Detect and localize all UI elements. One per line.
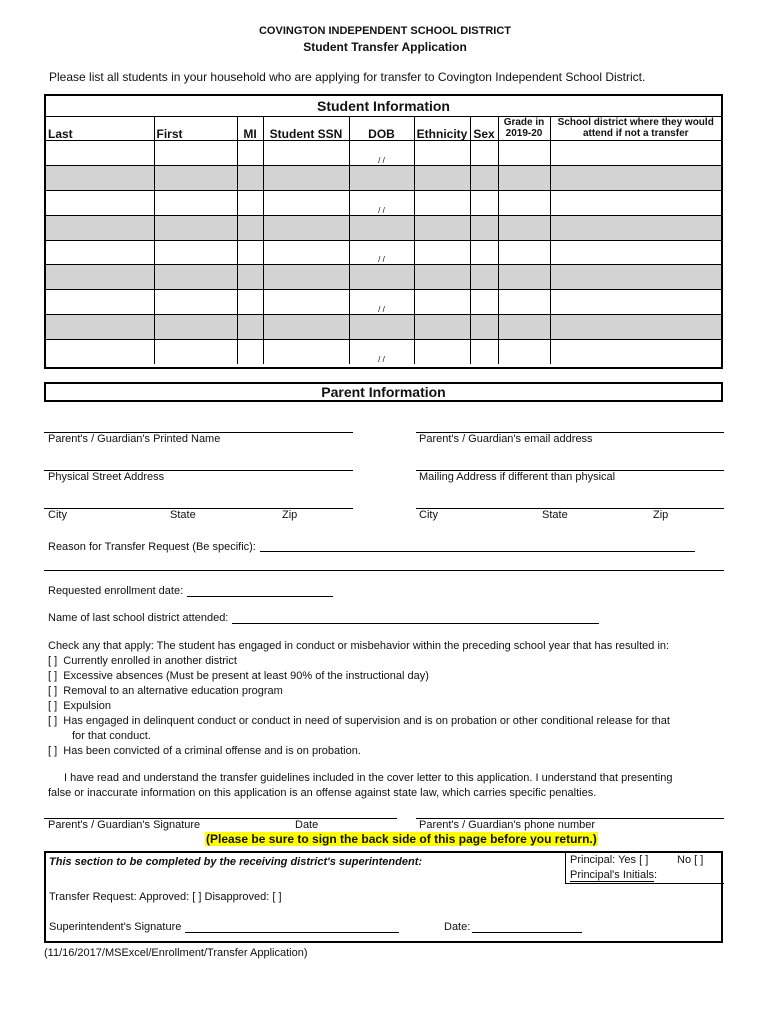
student-cell[interactable] bbox=[414, 165, 470, 190]
student-row bbox=[46, 141, 721, 166]
col-ssn: Student SSN bbox=[263, 116, 349, 141]
superintendent-date-label: Date: bbox=[444, 921, 471, 933]
student-cell[interactable] bbox=[263, 165, 349, 190]
student-cell[interactable] bbox=[237, 165, 263, 190]
student-information-section bbox=[44, 94, 723, 369]
student-cell[interactable] bbox=[470, 315, 498, 340]
student-cell[interactable] bbox=[237, 315, 263, 340]
student-cell[interactable] bbox=[470, 265, 498, 290]
col-dob: DOB bbox=[349, 116, 414, 141]
last-district-label: Name of last school district attended: bbox=[48, 612, 229, 624]
col-first: First bbox=[154, 116, 237, 141]
transfer-request-line[interactable]: Transfer Request: Approved: [ ] Disapproved: [ ] bbox=[49, 891, 282, 903]
check-item-expulsion[interactable]: [ ] Expulsion bbox=[48, 700, 111, 712]
student-cell[interactable] bbox=[470, 141, 498, 166]
city-label: City bbox=[48, 509, 67, 521]
student-cell[interactable] bbox=[498, 215, 550, 240]
student-cell[interactable]: / / bbox=[349, 190, 414, 215]
student-cell[interactable]: / / bbox=[349, 141, 414, 166]
street-address-label: Physical Street Address bbox=[48, 471, 165, 483]
student-cell[interactable] bbox=[263, 190, 349, 215]
checkbox[interactable]: [ ] bbox=[48, 715, 58, 727]
student-cell[interactable] bbox=[498, 240, 550, 265]
student-cell[interactable] bbox=[263, 141, 349, 166]
student-cell[interactable] bbox=[470, 190, 498, 215]
check-item-enrolled[interactable]: [ ] Currently enrolled in another district bbox=[48, 655, 237, 667]
col-sex: Sex bbox=[470, 116, 498, 141]
reason-label: Reason for Transfer Request (Be specific): bbox=[48, 541, 256, 553]
student-cell[interactable] bbox=[237, 190, 263, 215]
student-cell[interactable] bbox=[237, 240, 263, 265]
checkbox[interactable]: [ ] bbox=[48, 745, 58, 757]
student-cell[interactable] bbox=[498, 315, 550, 340]
form-title: Student Transfer Application bbox=[303, 40, 467, 54]
student-cell[interactable]: / / bbox=[349, 240, 414, 265]
student-cell[interactable] bbox=[470, 215, 498, 240]
student-cell[interactable] bbox=[237, 141, 263, 166]
student-table-header bbox=[46, 116, 721, 141]
student-cell[interactable]: / / bbox=[349, 340, 414, 364]
checkbox[interactable]: [ ] bbox=[48, 700, 58, 712]
student-table bbox=[46, 116, 721, 364]
enrollment-date-line[interactable] bbox=[187, 596, 333, 597]
student-row bbox=[46, 265, 721, 290]
signature-label: Parent's / Guardian's Signature bbox=[48, 819, 201, 831]
student-cell[interactable] bbox=[154, 290, 237, 315]
sign-back-note: (Please be sure to sign the back side of this page before you return.) bbox=[206, 832, 597, 846]
col-ethnicity: Ethnicity bbox=[414, 116, 470, 141]
student-row bbox=[46, 215, 721, 240]
checkbox[interactable]: [ ] bbox=[48, 655, 58, 667]
student-cell[interactable] bbox=[550, 190, 721, 215]
student-cell[interactable] bbox=[263, 290, 349, 315]
student-cell[interactable] bbox=[263, 240, 349, 265]
statement-line-2: false or inaccurate information on this application is an offense against state law, which carries specific penalties. bbox=[48, 787, 597, 799]
last-district-line[interactable] bbox=[232, 623, 599, 624]
student-row bbox=[46, 315, 721, 340]
student-cell[interactable] bbox=[349, 215, 414, 240]
student-cell[interactable] bbox=[470, 290, 498, 315]
superintendent-date-line[interactable] bbox=[472, 932, 582, 933]
parent-information-heading: Parent Information bbox=[44, 382, 723, 402]
student-cell[interactable] bbox=[46, 165, 154, 190]
student-cell[interactable] bbox=[498, 340, 550, 364]
student-cell[interactable] bbox=[154, 165, 237, 190]
student-row bbox=[46, 240, 721, 265]
check-item-removal[interactable]: [ ] Removal to an alternative education program bbox=[48, 685, 283, 697]
guardian-email-label: Parent's / Guardian's email address bbox=[419, 433, 593, 445]
check-item-absences[interactable]: [ ] Excessive absences (Must be present at least 90% of the instructional day) bbox=[48, 670, 429, 682]
student-cell[interactable] bbox=[46, 141, 154, 166]
mailing-zip-label: Zip bbox=[653, 509, 669, 521]
statement-line-1: I have read and understand the transfer guidelines included in the cover letter to this application. I understand that presenting bbox=[64, 772, 673, 784]
student-cell[interactable] bbox=[470, 165, 498, 190]
student-cell[interactable] bbox=[349, 315, 414, 340]
student-cell[interactable] bbox=[414, 215, 470, 240]
guardian-name-label: Parent's / Guardian's Printed Name bbox=[48, 433, 221, 445]
zip-label: Zip bbox=[282, 509, 298, 521]
col-mi: MI bbox=[237, 116, 263, 141]
student-cell[interactable] bbox=[349, 165, 414, 190]
student-cell[interactable] bbox=[414, 265, 470, 290]
superintendent-signature-line[interactable] bbox=[185, 932, 399, 933]
student-row bbox=[46, 190, 721, 215]
student-cell[interactable] bbox=[237, 340, 263, 364]
student-cell[interactable] bbox=[414, 240, 470, 265]
student-cell[interactable] bbox=[237, 265, 263, 290]
student-cell[interactable] bbox=[550, 215, 721, 240]
mailing-city-label: City bbox=[419, 509, 438, 521]
student-cell[interactable] bbox=[550, 165, 721, 190]
checklist-intro: Check any that apply: The student has engaged in conduct or misbehavior within the preceding school year that has resulted in: bbox=[48, 640, 670, 652]
student-cell[interactable] bbox=[498, 141, 550, 166]
superintendent-title: This section to be completed by the receiving district's superintendent: bbox=[49, 856, 423, 868]
student-cell[interactable] bbox=[498, 165, 550, 190]
student-cell[interactable] bbox=[154, 240, 237, 265]
signature-date-label: Date bbox=[295, 819, 319, 831]
student-cell[interactable] bbox=[414, 290, 470, 315]
student-cell[interactable] bbox=[263, 340, 349, 364]
superintendent-signature-label: Superintendent's Signature bbox=[49, 921, 182, 933]
student-cell[interactable] bbox=[498, 190, 550, 215]
student-cell[interactable] bbox=[237, 215, 263, 240]
student-cell[interactable]: / / bbox=[349, 290, 414, 315]
col-grade: Grade in 2019-20 bbox=[498, 116, 550, 141]
student-row bbox=[46, 165, 721, 190]
student-cell[interactable] bbox=[46, 290, 154, 315]
student-row bbox=[46, 290, 721, 315]
student-cell[interactable] bbox=[263, 265, 349, 290]
student-cell[interactable] bbox=[46, 240, 154, 265]
student-information-heading: Student Information bbox=[46, 96, 721, 117]
student-cell[interactable] bbox=[550, 265, 721, 290]
student-cell[interactable] bbox=[550, 290, 721, 315]
student-cell[interactable] bbox=[550, 340, 721, 364]
student-cell[interactable] bbox=[263, 215, 349, 240]
student-cell[interactable] bbox=[498, 290, 550, 315]
student-cell[interactable] bbox=[414, 141, 470, 166]
student-cell[interactable] bbox=[550, 315, 721, 340]
student-cell[interactable] bbox=[550, 240, 721, 265]
student-cell[interactable] bbox=[46, 340, 154, 364]
student-cell[interactable] bbox=[46, 265, 154, 290]
student-cell[interactable] bbox=[46, 190, 154, 215]
reason-line[interactable] bbox=[260, 551, 695, 552]
city-state-zip-line[interactable] bbox=[44, 508, 353, 509]
mailing-state-label: State bbox=[542, 509, 568, 521]
student-cell[interactable] bbox=[414, 340, 470, 364]
check-item-convicted[interactable]: [ ] Has been convicted of a criminal offense and is on probation. bbox=[48, 745, 361, 757]
student-cell[interactable] bbox=[154, 340, 237, 364]
student-cell[interactable] bbox=[46, 215, 154, 240]
student-cell[interactable] bbox=[470, 340, 498, 364]
student-cell[interactable] bbox=[349, 265, 414, 290]
student-cell[interactable] bbox=[154, 190, 237, 215]
student-cell[interactable] bbox=[154, 141, 237, 166]
student-cell[interactable] bbox=[498, 265, 550, 290]
mailing-city-state-zip-line[interactable] bbox=[416, 508, 724, 509]
student-cell[interactable] bbox=[46, 315, 154, 340]
principal-initials-line[interactable] bbox=[570, 881, 654, 882]
student-cell[interactable] bbox=[154, 315, 237, 340]
principal-initials-label: Principal's Initials: bbox=[570, 869, 658, 881]
student-cell[interactable] bbox=[414, 190, 470, 215]
col-last: Last bbox=[46, 116, 154, 141]
superintendent-section bbox=[44, 851, 723, 943]
intro-text: Please list all students in your household who are applying for transfer to Covington Independent School District. bbox=[49, 70, 646, 84]
student-row bbox=[46, 340, 721, 364]
col-school-district: School district where they would attend if not a transfer bbox=[550, 116, 721, 141]
check-item-delinquent[interactable]: [ ] Has engaged in delinquent conduct or conduct in need of supervision and is on probation or other conditional release for that bbox=[48, 715, 670, 727]
form-code: (11/16/2017/MSExcel/Enrollment/Transfer Application) bbox=[44, 947, 308, 959]
phone-label: Parent's / Guardian's phone number bbox=[419, 819, 596, 831]
state-label: State bbox=[170, 509, 196, 521]
principal-yes[interactable]: Principal: Yes [ ] bbox=[570, 854, 649, 866]
principal-no[interactable]: No [ ] bbox=[677, 854, 704, 866]
check-item-delinquent-cont: for that conduct. bbox=[72, 730, 151, 742]
checkbox[interactable]: [ ] bbox=[48, 670, 58, 682]
mailing-address-label: Mailing Address if different than physical bbox=[419, 471, 616, 483]
student-cell[interactable] bbox=[237, 290, 263, 315]
student-cell[interactable] bbox=[263, 315, 349, 340]
enrollment-date-label: Requested enrollment date: bbox=[48, 585, 184, 597]
district-name: COVINGTON INDEPENDENT SCHOOL DISTRICT bbox=[258, 25, 511, 37]
student-cell[interactable] bbox=[154, 215, 237, 240]
student-cell[interactable] bbox=[550, 141, 721, 166]
student-cell[interactable] bbox=[470, 240, 498, 265]
student-cell[interactable] bbox=[414, 315, 470, 340]
student-cell[interactable] bbox=[154, 265, 237, 290]
checkbox[interactable]: [ ] bbox=[48, 685, 58, 697]
reason-line-2[interactable] bbox=[44, 570, 724, 571]
principal-box bbox=[565, 852, 724, 884]
